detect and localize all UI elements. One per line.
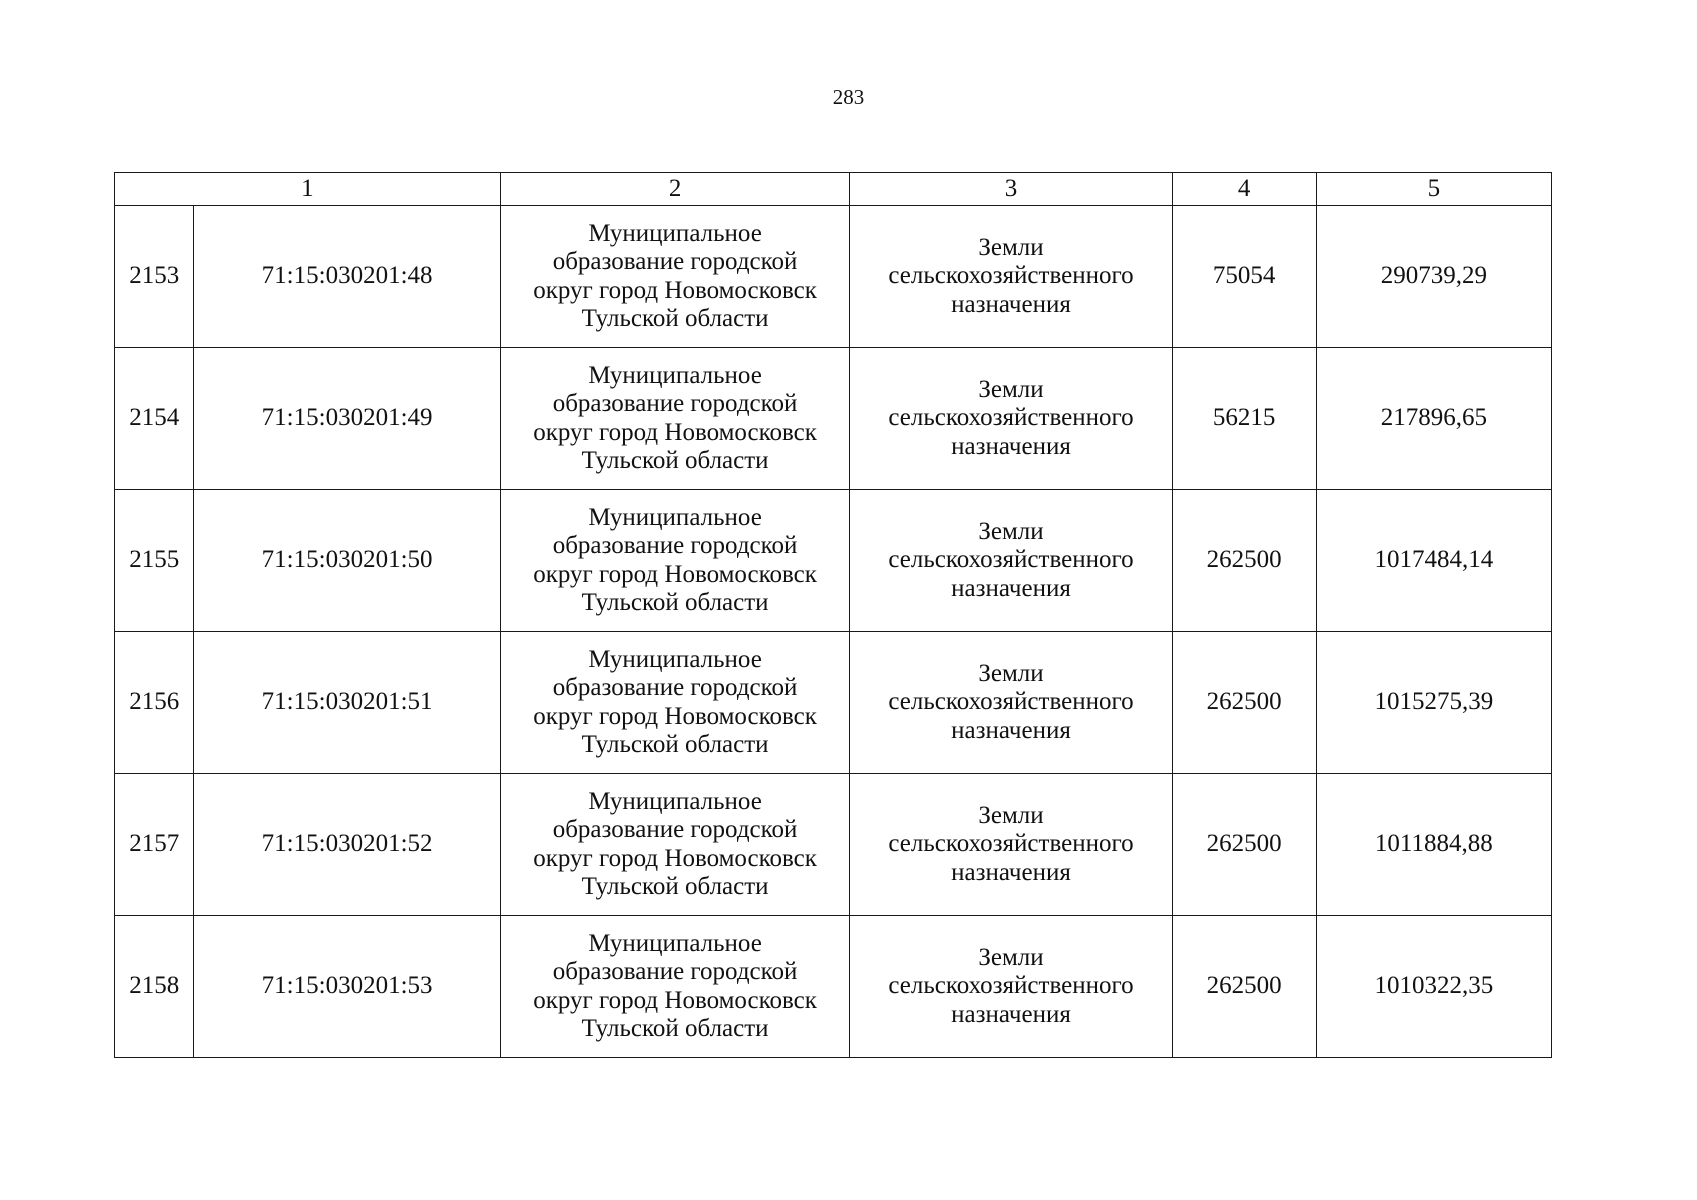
- header-col-5: 5: [1316, 173, 1551, 206]
- area-cell: 262500: [1172, 774, 1316, 916]
- category-text: Земли сельскохозяйственного назначения: [888, 943, 1134, 1028]
- owner-text: Муниципальное образование городской округ город Новомосковск Тульской области: [533, 503, 817, 616]
- owner-text: Муниципальное образование городской округ город Новомосковск Тульской области: [533, 645, 817, 758]
- header-row: [115, 173, 1552, 206]
- value-cell: 1010322,35: [1316, 916, 1551, 1058]
- table-body: [115, 206, 1552, 1058]
- category-cell: [850, 632, 1172, 774]
- table-row: [115, 916, 1552, 1058]
- area-cell: 262500: [1172, 916, 1316, 1058]
- header-col-4: 4: [1172, 173, 1316, 206]
- value-cell: 1017484,14: [1316, 490, 1551, 632]
- category-text: Земли сельскохозяйственного назначения: [888, 375, 1134, 460]
- header-col-2: 2: [500, 173, 850, 206]
- cadastral-number: 71:15:030201:52: [194, 774, 500, 916]
- header-col-1: 1: [115, 173, 501, 206]
- category-text: Земли сельскохозяйственного назначения: [888, 517, 1134, 602]
- table-row: [115, 632, 1552, 774]
- value-cell: 1011884,88: [1316, 774, 1551, 916]
- header-col-3: 3: [850, 173, 1172, 206]
- owner-text: Муниципальное образование городской округ город Новомосковск Тульской области: [533, 929, 817, 1042]
- owner-text: Муниципальное образование городской округ город Новомосковск Тульской области: [533, 787, 817, 900]
- cadastral-number: 71:15:030201:53: [194, 916, 500, 1058]
- table-row: [115, 348, 1552, 490]
- value-cell: 290739,29: [1316, 206, 1551, 348]
- row-number: 2157: [115, 774, 194, 916]
- category-cell: [850, 206, 1172, 348]
- category-cell: [850, 774, 1172, 916]
- owner-cell: [500, 490, 850, 632]
- owner-cell: [500, 916, 850, 1058]
- value-cell: 1015275,39: [1316, 632, 1551, 774]
- table-row: [115, 206, 1552, 348]
- category-text: Земли сельскохозяйственного назначения: [888, 233, 1134, 318]
- category-cell: [850, 490, 1172, 632]
- cadastral-number: 71:15:030201:48: [194, 206, 500, 348]
- row-number: 2153: [115, 206, 194, 348]
- category-cell: [850, 348, 1172, 490]
- owner-text: Муниципальное образование городской округ город Новомосковск Тульской области: [533, 219, 817, 332]
- owner-cell: [500, 348, 850, 490]
- row-number: 2155: [115, 490, 194, 632]
- row-number: 2156: [115, 632, 194, 774]
- owner-cell: [500, 774, 850, 916]
- cadastral-number: 71:15:030201:49: [194, 348, 500, 490]
- row-number: 2154: [115, 348, 194, 490]
- owner-cell: [500, 206, 850, 348]
- category-text: Земли сельскохозяйственного назначения: [888, 801, 1134, 886]
- owner-cell: [500, 632, 850, 774]
- table-row: [115, 490, 1552, 632]
- category-cell: [850, 916, 1172, 1058]
- category-text: Земли сельскохозяйственного назначения: [888, 659, 1134, 744]
- area-cell: 262500: [1172, 632, 1316, 774]
- row-number: 2158: [115, 916, 194, 1058]
- cadastral-number: 71:15:030201:51: [194, 632, 500, 774]
- table-row: [115, 774, 1552, 916]
- owner-text: Муниципальное образование городской округ город Новомосковск Тульской области: [533, 361, 817, 474]
- area-cell: 75054: [1172, 206, 1316, 348]
- cadastral-number: 71:15:030201:50: [194, 490, 500, 632]
- area-cell: 56215: [1172, 348, 1316, 490]
- page-number: 283: [832, 85, 865, 109]
- area-cell: 262500: [1172, 490, 1316, 632]
- land-registry-table: [114, 172, 1552, 1058]
- table-header: [115, 173, 1552, 206]
- value-cell: 217896,65: [1316, 348, 1551, 490]
